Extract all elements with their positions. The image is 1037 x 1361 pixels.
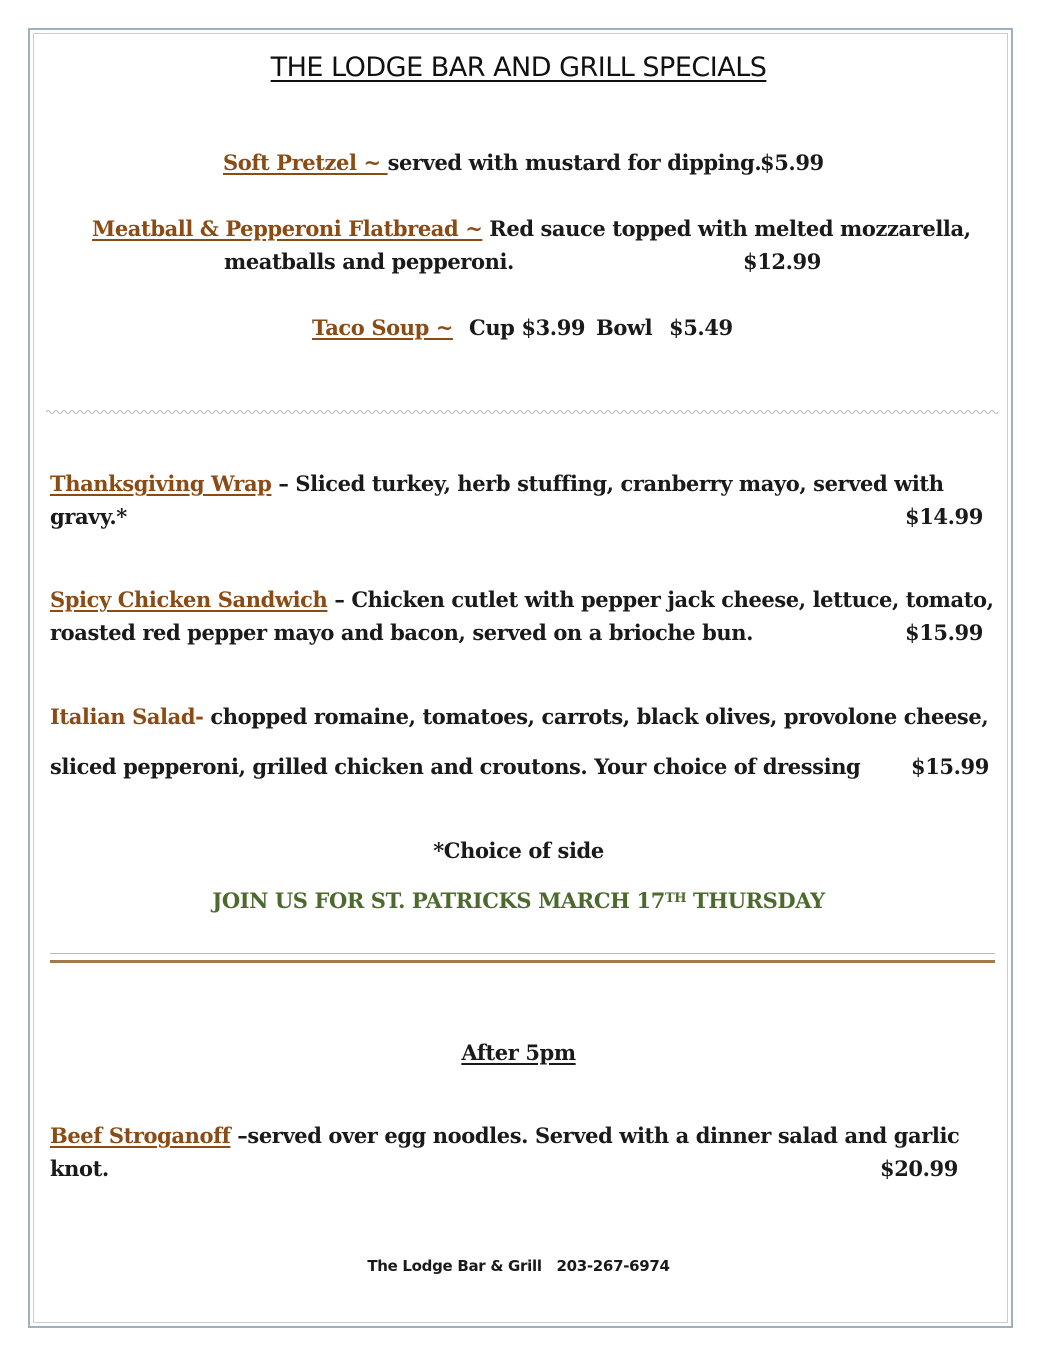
menu-item-italian-salad	[50, 704, 988, 729]
event-superscript: TH	[664, 891, 687, 906]
item-price: $14.99	[905, 504, 983, 529]
item-description-cont: roasted red pepper mayo and bacon, served on a brioche bun.	[50, 620, 754, 645]
menu-item-thanksgiving-wrap	[50, 471, 944, 496]
item-description: chopped romaine, tomatoes, carrots, black olives, provolone cheese,	[203, 704, 989, 729]
item-description: –served over egg noodles. Served with a dinner salad and garlic	[230, 1123, 960, 1148]
section-heading-after-5pm	[0, 1040, 1037, 1065]
event-text: JOIN US FOR ST. PATRICKS MARCH 17	[212, 888, 665, 913]
side-note: *Choice of side	[433, 838, 604, 863]
item-description: served with mustard for dipping.	[387, 150, 762, 175]
item-price: $15.99	[905, 620, 983, 645]
menu-item-taco-soup	[312, 315, 453, 340]
heading-text: After 5pm	[461, 1040, 576, 1065]
item-name: Beef Stroganoff	[50, 1123, 231, 1148]
item-name: Soft Pretzel ~	[223, 150, 388, 175]
divider-thin	[50, 953, 995, 954]
item-description: – Sliced turkey, herb stuffing, cranberry mayo, served with	[271, 471, 944, 496]
item-description-cont: gravy.*	[50, 504, 127, 529]
menu-item-flatbread	[92, 216, 971, 241]
item-description-cont: knot.	[50, 1156, 109, 1181]
item-description: – Chicken cutlet with pepper jack cheese, lettuce, tomato,	[327, 587, 994, 612]
menu-item-soft-pretzel	[223, 150, 761, 175]
menu-item-beef-stroganoff	[50, 1123, 959, 1148]
item-name: Spicy Chicken Sandwich	[50, 587, 328, 612]
item-name: Italian Salad-	[50, 704, 204, 729]
page-title: THE LODGE BAR AND GRILL SPECIALS	[270, 52, 767, 83]
item-name: Taco Soup ~	[312, 315, 453, 340]
taco-cup-price: Cup $3.99	[469, 315, 586, 340]
taco-bowl-label: Bowl	[596, 315, 653, 340]
menu-item-spicy-chicken-sandwich	[50, 587, 994, 612]
item-price: $5.99	[760, 150, 824, 175]
item-name: Meatball & Pepperoni Flatbread ~	[92, 216, 483, 241]
divider-thick	[50, 960, 995, 963]
item-price: $15.99	[911, 754, 989, 779]
event-banner	[0, 888, 1037, 913]
footer	[0, 1257, 1037, 1275]
item-description-cont: sliced pepperoni, grilled chicken and croutons. Your choice of dressing	[50, 754, 861, 779]
item-price: $12.99	[743, 249, 821, 274]
wavy-divider	[46, 408, 998, 416]
item-price: $20.99	[880, 1156, 958, 1181]
footer-phone: 203-267-6974	[556, 1257, 670, 1275]
item-name: Thanksgiving Wrap	[50, 471, 272, 496]
item-description: Red sauce topped with melted mozzarella,	[482, 216, 971, 241]
footer-business-name: The Lodge Bar & Grill	[367, 1257, 542, 1275]
event-text-end: THURSDAY	[686, 888, 825, 913]
item-description-cont: meatballs and pepperoni.	[224, 249, 514, 274]
taco-bowl-price: $5.49	[669, 315, 733, 340]
